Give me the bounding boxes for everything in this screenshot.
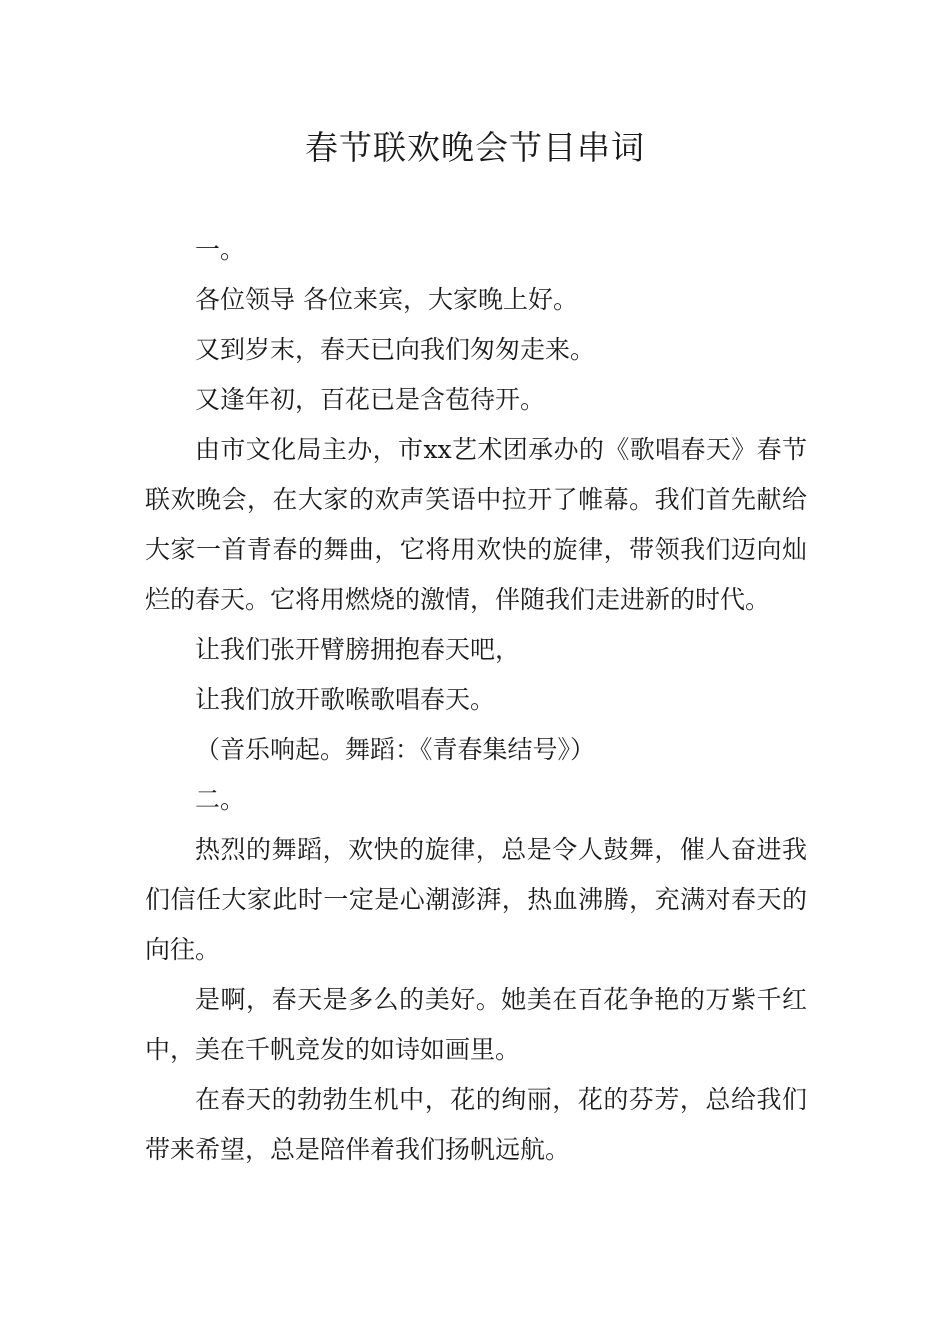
paragraph-6: 让我们张开臂膀拥抱春天吧， [195, 635, 521, 664]
paragraph-4: 又逢年初，百花已是含苞待开。 [195, 385, 546, 414]
document-body [145, 225, 807, 1175]
paragraph-2: 各位领导 各位来宾，大家晚上好。 [195, 285, 578, 314]
paragraph-8: （音乐响起。舞蹈：《青春集结号》） [195, 735, 596, 764]
paragraph-1: 一。 [195, 235, 246, 264]
document-title: 春节联欢晚会节目串词 [305, 128, 645, 167]
paragraph-10: 热烈的舞蹈，欢快的旋律，总是令人鼓舞，催人奋进我们信任大家此时一定是心潮澎湃，热血沸腾，充满对春天的向往。 [145, 835, 807, 964]
paragraph-12: 在春天的勃勃生机中，花的绚丽，花的芬芳，总给我们带来希望，总是陪伴着我们扬帆远航。 [145, 1085, 807, 1164]
paragraph-5: 由市文化局主办，市xx艺术团承办的《歌唱春天》春节联欢晚会，在大家的欢声笑语中拉开了帷幕。我们首先献给大家一首青春的舞曲，它将用欢快的旋律，带领我们迈向灿烂的春天。它将用燃烧的激情，伴随我们走进新的时代。 [145, 435, 807, 614]
paragraph-3: 又到岁末，春天已向我们匆匆走来。 [195, 335, 596, 364]
paragraph-11: 是啊，春天是多么的美好。她美在百花争艳的万紫千红中，美在千帆竞发的如诗如画里。 [145, 985, 807, 1064]
paragraph-7: 让我们放开歌喉歌唱春天。 [195, 685, 496, 714]
paragraph-9: 二。 [195, 785, 246, 814]
